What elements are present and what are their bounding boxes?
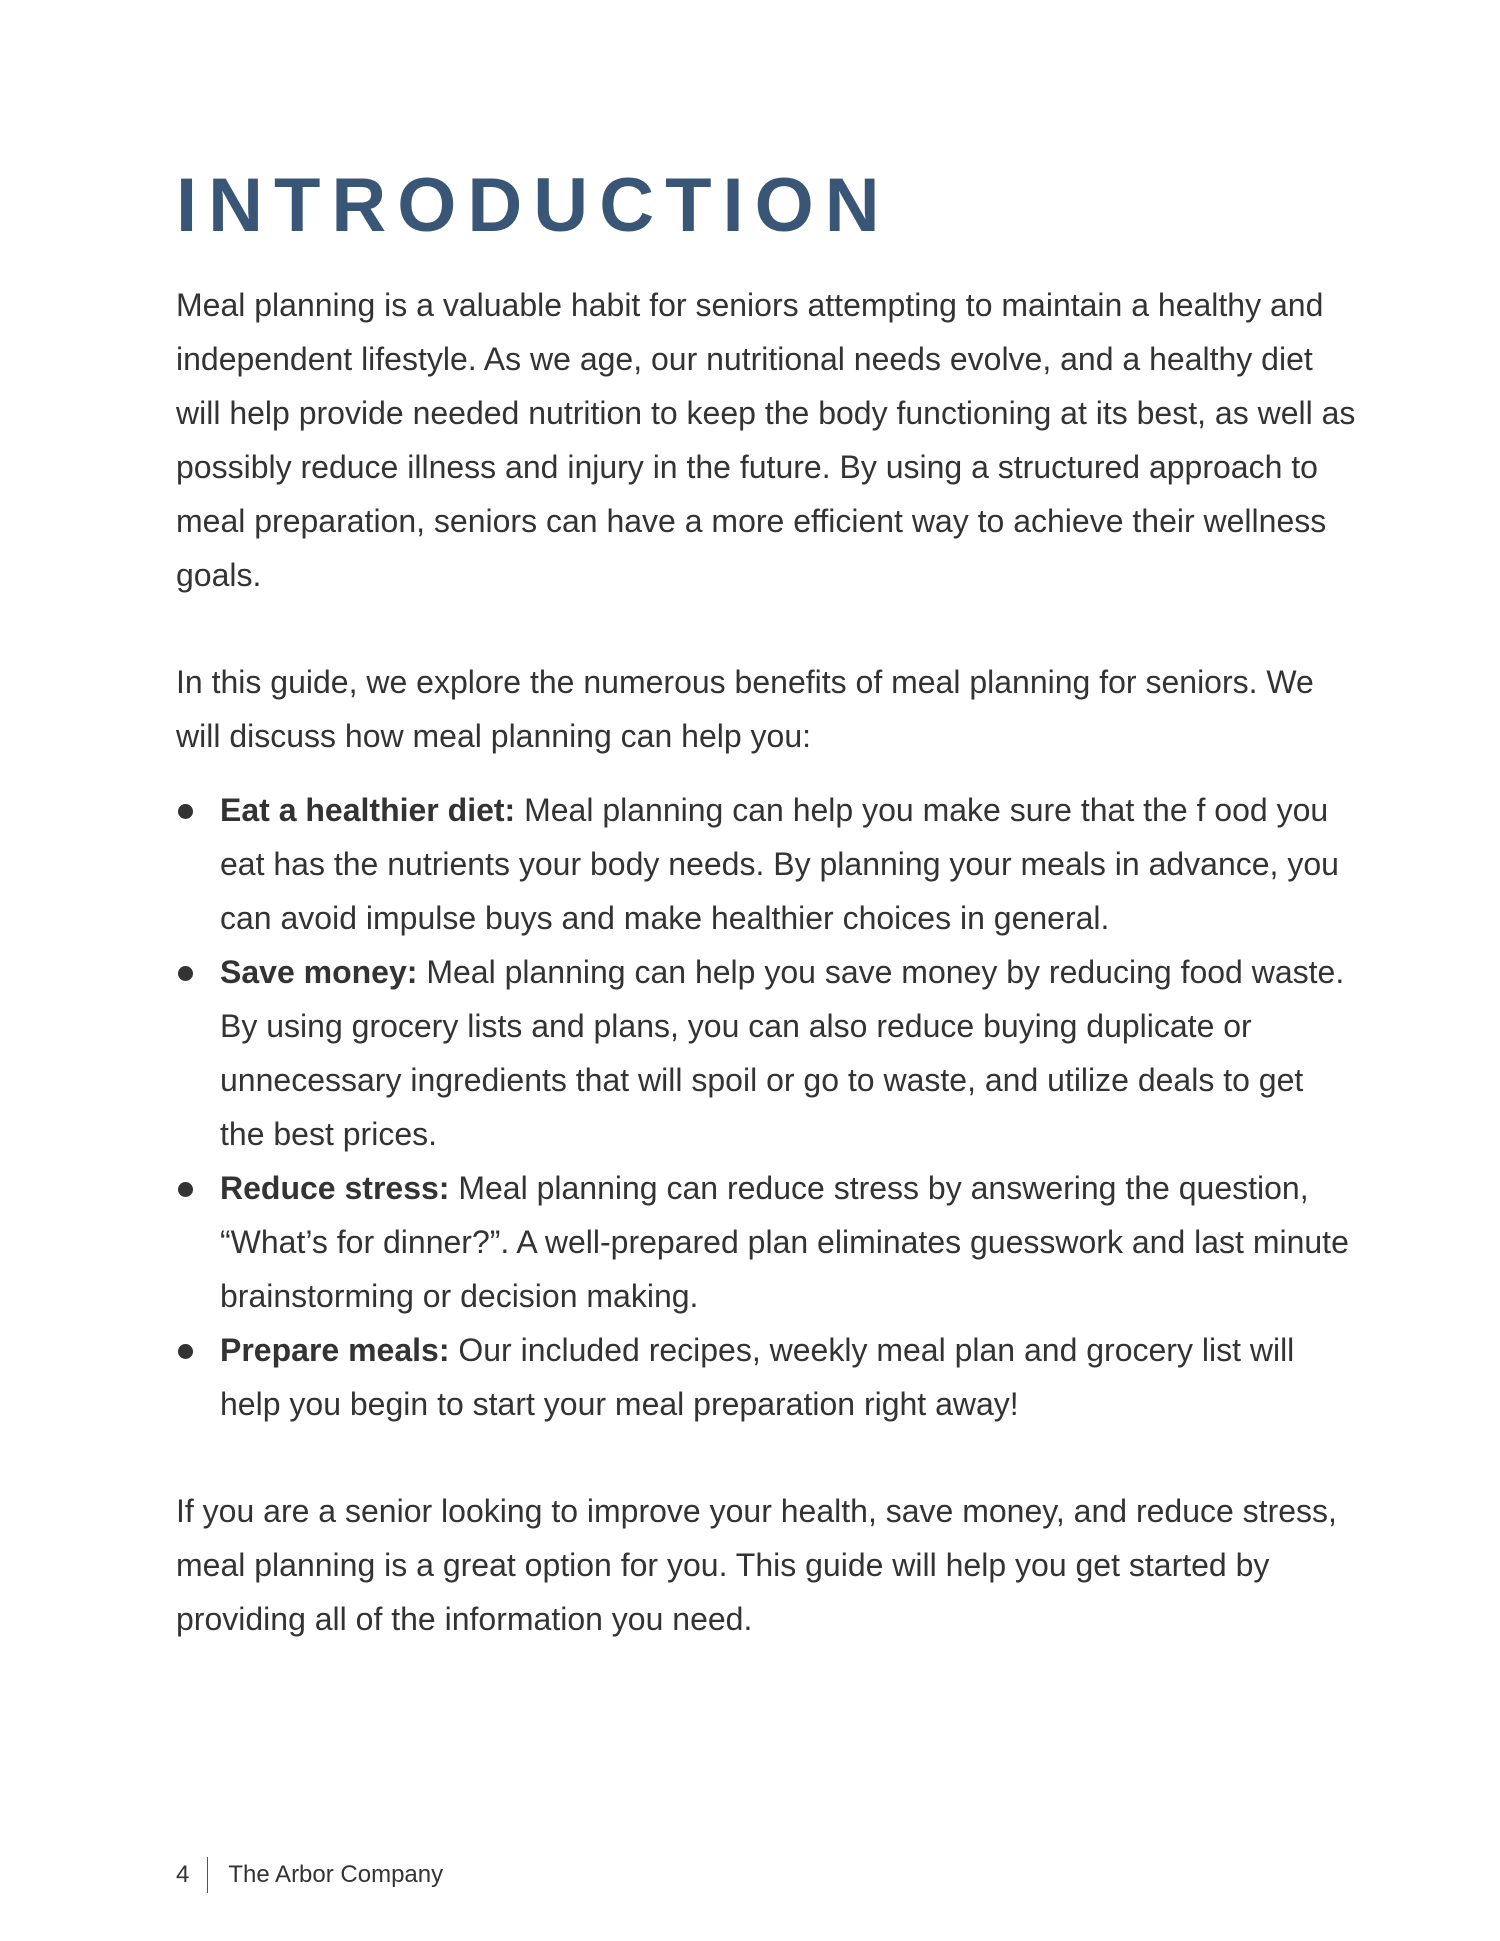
bullet-term: Prepare meals: (220, 1332, 450, 1368)
page-number: 4 (176, 1861, 190, 1888)
page-footer (176, 1857, 443, 1893)
bullet-text: Meal planning can help you make sure that the f ood you eat has the nutrients your body needs. By planning your meals in advance, you can avoid impulse buys and make healthier choices in general. (220, 792, 1339, 936)
benefits-list (176, 783, 1356, 1431)
bullet-icon (178, 804, 193, 819)
bullet-term: Save money: (220, 954, 418, 990)
list-item (176, 1323, 1356, 1431)
bullet-text: Our included recipes, weekly meal plan and grocery list will help you begin to start your meal preparation right away! (220, 1332, 1295, 1422)
page-title: INTRODUCTION (176, 163, 891, 248)
footer-divider (207, 1857, 208, 1893)
bullet-icon (178, 1182, 193, 1197)
guide-paragraph: In this guide, we explore the numerous benefits of meal planning for seniors. We will discuss how meal planning can help you: (176, 664, 1314, 754)
bullet-icon (178, 966, 193, 981)
intro-paragraph: Meal planning is a valuable habit for seniors attempting to maintain a healthy and independent lifestyle. As we age, our nutritional needs evolve, and a healthy diet will help provide needed nutrition to keep the body functioning at its best, as well as possibly reduce illness and injury in the future. By using a structured approach to meal preparation, seniors can have a more efficient way to achieve their wellness goals. (176, 287, 1356, 593)
bullet-text: Meal planning can help you save money by reducing food waste. By using grocery lists and plans, you can also reduce buying duplicate or unnecessary ingredients that will spoil or go to waste, and utilize deals to get the best prices. (220, 954, 1345, 1152)
bullet-text: Meal planning can reduce stress by answering the question, “What’s for dinner?”. A well-prepared plan eliminates guesswork and last minute brainstorming or decision making. (220, 1170, 1349, 1314)
list-item (176, 945, 1356, 1161)
bullet-icon (178, 1344, 193, 1359)
company-name: The Arbor Company (228, 1861, 444, 1888)
paragraph-spacer (176, 602, 1356, 655)
bullet-term: Eat a healthier diet: (220, 792, 516, 828)
closing-paragraph: If you are a senior looking to improve your health, save money, and reduce stress, meal planning is a great option for you. This guide will help you get started by providing all of the information you need. (176, 1493, 1337, 1637)
page-content (176, 278, 1356, 1646)
bullet-term: Reduce stress: (220, 1170, 450, 1206)
list-item (176, 783, 1356, 945)
list-item (176, 1161, 1356, 1323)
